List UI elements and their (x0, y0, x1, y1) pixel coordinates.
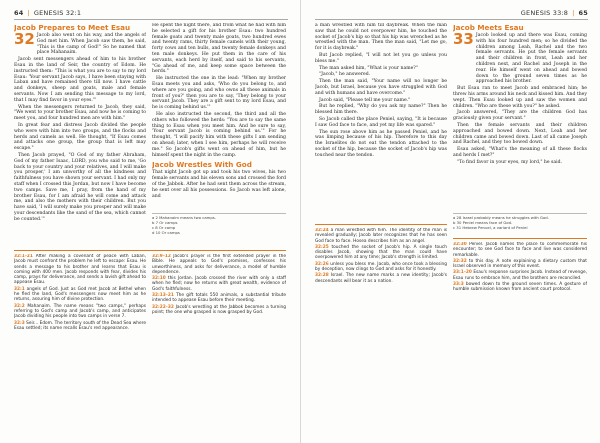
text-column-right-1 (315, 23, 447, 219)
note-text: Israel. The new name marks a new identity; Jacob's descendants will bear it as a nation. (315, 273, 447, 284)
note-text: touched the socket of Jacob's hip. A single touch disables Jacob, showing that the man could have overpowered him at any time; Jacob's strength is limited. (315, 244, 447, 261)
note-reference: 32:10 (152, 276, 166, 282)
study-note (315, 228, 447, 244)
right-page (300, 0, 600, 443)
verse-paragraph: Then the man said, "Your name will no longer be Jacob, but Israel, because you have struggled with God and with humans and have overcome." (315, 79, 447, 96)
study-note (152, 305, 286, 316)
study-note (315, 245, 447, 261)
verse-paragraph: But Esau ran to meet Jacob and embraced him; he threw his arms around his neck and kissed him. And they wept. Then Esau looked up and saw the women and children. "Who are these with you?" he asked. (453, 86, 587, 109)
footnote: c 31 Hebrew Penuel, a variant of Peniel (453, 225, 528, 230)
verse-paragraph: Jacob also went on his way, and the angels of God met him. When Jacob saw them, he said, "This is the camp of God!" So he named that place Mahanaim. (36, 33, 146, 56)
footnote: d 10 Or camps (152, 230, 180, 235)
study-note (315, 262, 447, 273)
note-text: this Jordan. Jacob crossed the river with only a staff when he fled; now he returns with great wealth, evidence of God's faithfulness. (152, 276, 286, 292)
note-reference: 32:13–21 (152, 293, 174, 299)
note-reference: 32:30 (453, 242, 467, 247)
verse-paragraph: "Jacob," he answered. (319, 72, 371, 78)
study-notes-left-2 (152, 254, 286, 437)
study-note (152, 293, 286, 304)
verse-paragraph: But he replied, "Why do you ask my name?" Then he blessed him there. (315, 104, 447, 116)
text-column-right-2 (453, 23, 587, 211)
note-reference: 32:2 (14, 303, 25, 309)
note-text: The gift totals 550 animals, a substantial tribute intended to appease Esau before their meeting. (152, 293, 286, 304)
study-note (453, 242, 587, 258)
study-note (14, 287, 146, 303)
study-note (453, 270, 587, 281)
note-text: Mahanaim. The name means "two camps," perhaps referring to God's camp and Jacob's camp, and anticipates Jacob dividing his people into two camps in verse 7. (14, 303, 146, 320)
study-notes-rule-right (315, 224, 447, 225)
note-text: a man wrestled with him. The identity of the man is revealed gradually; Jacob later recognizes that he has seen God face to face. Hosea describes him as an angel. (315, 228, 447, 244)
study-note (14, 304, 146, 320)
book-reference-right: GENESIS 33:8 (520, 9, 569, 17)
head-separator-icon: | (572, 9, 575, 17)
study-note (14, 254, 146, 286)
text-column-left-2 (152, 23, 286, 211)
note-text: Esau's response surprises Jacob. Instead of revenge, Esau runs to embrace him, and the brothers are reconciled. (453, 270, 587, 281)
note-reference: 32:1–21 (14, 254, 33, 259)
note-reference: 32:26 (315, 261, 329, 267)
header-rule-left (14, 19, 288, 20)
study-notes-rule-right-2 (453, 238, 587, 239)
verse-paragraph: He instructed the one in the lead: "When my brother Esau meets you and asks, 'Who do you belong to, and where are you going, and who owns all these animals in front of you?' then you are to say, 'They belong to your servant Jacob. They are a gift sent to my lord Esau, and he is coming behind us.'" (152, 76, 286, 111)
chapter-opening (14, 30, 146, 57)
verse-paragraph: Jacob said, "Please tell me your name." (319, 97, 411, 103)
chapter-number-33: 33 (453, 30, 474, 48)
verse-paragraph: Jacob answered, "They are the children God has graciously given your servant." (453, 110, 587, 122)
note-text: Seir... Edom. The territory south of the Dead Sea where Esau settled; its name recalls Esau's red appearance. (14, 320, 146, 331)
footnotes-left (152, 213, 286, 241)
chapter-number-32: 32 (14, 30, 35, 48)
text-column-left-1 (14, 23, 146, 243)
footnote: a 2 Mahanaim means two camps. (152, 215, 216, 220)
verse-paragraph: Then the female servants and their children approached and bowed down. Next, Leah and her children came and bowed down. Last of all came Joseph and Rachel, and they too bowed down. (453, 122, 587, 146)
study-note (315, 273, 447, 284)
verse-paragraph: But Jacob replied, "I will not let you go unless you bless me." (315, 52, 447, 64)
footnote: c 8 Or camp (152, 225, 176, 230)
verse-paragraph: Then Jacob prayed, "O God of my father Abraham, God of my father Isaac, LORD, you who said to me, 'Go back to your country and your relatives, and I will make you prosper,' I am unworthy of all the kindness and faithfulness you have shown your servant. I had only my staff when I crossed this Jordan, but now I have become two camps. Save me, I pray, from the hand of my brother Esau, for I am afraid he will come and attack me, and also the mothers with their children. But you have said, 'I will surely make you prosper and will make your descendants like the sand of the sea, which cannot be counted.'" (14, 152, 146, 222)
study-note (453, 282, 587, 293)
running-head-left (14, 8, 288, 18)
study-note (453, 259, 587, 270)
verse-paragraph: The man asked him, "What is your name?" (319, 65, 418, 71)
note-text: Jacob's wrestling at the Jabbok becomes a turning point; the one who grasped is now grasped by God. (152, 304, 286, 315)
note-reference: 32:22–32 (152, 304, 174, 310)
study-note (152, 276, 286, 292)
note-reference: 32:25 (315, 244, 329, 250)
verse-paragraph: That night Jacob got up and took his two wives, his two female servants and his eleven sons and crossed the ford of the Jabbok. After he had sent them across the stream, he sent over all his possessions. So Jacob was left alone, and (152, 170, 286, 199)
note-reference: 33:1–20 (453, 270, 472, 276)
note-text: unless you bless me. Jacob, who once took a blessing by deception, now clings to God and asks for it honestly. (315, 261, 447, 273)
note-reference: 32:3 (14, 320, 25, 326)
note-reference: 32:24 (315, 228, 329, 233)
note-text: Jacob's prayer is the first extended prayer in the Bible. He appeals to God's promises, confesses his unworthiness, and asks for deliverance, a model of humble dependence. (152, 254, 286, 275)
running-head-right (315, 8, 588, 18)
verse-paragraph: In great fear and distress Jacob divided the people who were with him into two groups, and the flocks and herds and camels as well. He thought, "If Esau comes and attacks one group, the group that is left may escape." (14, 122, 146, 152)
study-notes-left-1 (14, 254, 146, 437)
section-heading-jacob-prepares: Jacob Prepares to Meet Esau (14, 23, 131, 32)
study-notes-rule-left (14, 250, 286, 251)
verse-paragraph: So Jacob called the place Peniel, saying, "It is because I saw God face to face, and yet my life was spared." (315, 116, 447, 128)
note-reference: 32:32 (453, 258, 467, 264)
head-separator-icon: | (27, 9, 30, 17)
page-number-left: 64 (14, 9, 24, 17)
note-text: bowed down to the ground seven times. A gesture of humble submission known from ancient court protocol. (453, 282, 587, 293)
verse-paragraph: Esau asked, "What's the meaning of all these flocks and herds I met?" (453, 147, 587, 158)
verse-paragraph: When the messengers returned to Jacob, they said, "We went to your brother Esau, and now he is coming to meet you, and four hundred men are with him." (14, 104, 146, 122)
study-notes-right-2 (453, 242, 587, 437)
verse-paragraph: Jacob sent messengers ahead of him to his brother Esau in the land of Seir, the country of Edom. He instructed them: "This is what you are to say to my lord Esau: 'Your servant Jacob says, I have been staying with Laban and have remained there till now. I have cattle and donkeys, sheep and goats, male and female servants. Now I am sending this message to my lord, that I may find favor in your eyes.'" (14, 57, 146, 103)
note-text: angels of God. Just as God met Jacob at Bethel when he fled the land, God's messengers now meet him as he returns, assuring him of divine protection. (14, 286, 146, 303)
study-note (152, 254, 286, 275)
verse-paragraph: He also instructed the second, the third and all the others who followed the herds: "You are to say the same thing to Esau when you meet him. And be sure to say, 'Your servant Jacob is coming behind us.'" For he thought, "I will pacify him with these gifts I am sending on ahead; later, when I see him, perhaps he will receive me." So Jacob's gifts went on ahead of him, but he himself spent the night in the camp. (152, 111, 286, 158)
book-reference-left: GENESIS 32:1 (33, 9, 82, 17)
verse-paragraph: The sun rose above him as he passed Peniel, and he was limping because of his hip. Therefore to this day the Israelites do not eat the tendon attached to the socket of the hip, because the socket of Jacob's hip was touched near the tendon. (315, 129, 447, 158)
footnote: b 7 Or camps (152, 220, 178, 225)
verse-paragraph: He spent the night there, and from what he had with him he selected a gift for his brother Esau: two hundred female goats and twenty male goats, two hundred ewes and twenty rams, thirty female camels with their young, forty cows and ten bulls, and twenty female donkeys and ten male donkeys. He put them in the care of his servants, each herd by itself, and said to his servants, "Go ahead of me, and keep some space between the herds." (152, 23, 286, 75)
chapter-opening (453, 30, 587, 86)
note-reference: 32:9–12 (152, 254, 171, 259)
note-text: Peniel. Jacob names the place to commemorate his encounter; to see God face to face and live was considered remarkable. (453, 242, 587, 258)
footnote: b 30 Peniel means face of God. (453, 220, 513, 225)
note-text: to this day. A note explaining a dietary custom that Israel observed in memory of this event. (453, 258, 587, 270)
page-number-right: 65 (578, 9, 588, 17)
header-rule-right (315, 19, 588, 20)
verse-paragraph: Jacob looked up and there was Esau, coming with his four hundred men; so he divided the children among Leah, Rachel and the two female servants. He put the female servants and their children in front, Leah and her children next, and Rachel and Joseph in the rear. He himself went on ahead and bowed down to the ground seven times as he approached his brother. (475, 33, 587, 85)
verse-paragraph: "To find favor in your eyes, my lord," he said. (457, 159, 563, 165)
note-reference: 32:28 (315, 273, 329, 279)
footnotes-right (453, 213, 587, 237)
section-heading-jacob-wrestles: Jacob Wrestles With God (152, 160, 252, 170)
note-text: After making a covenant of peace with Laban, Jacob must confront the problem he left to escape: Esau. He sends a message to his brother and learns that Esau is coming with 400 men. Jacob responds with fear, divides his camp, prays for deliverance, and sends a lavish gift ahead to appease Esau. (14, 254, 146, 286)
verse-paragraph: a man wrestled with him till daybreak. When the man saw that he could not overpower him, he touched the socket of Jacob's hip so that his hip was wrenched as he wrestled with the man. Then the man said, "Let me go, for it is daybreak." (315, 23, 447, 52)
note-reference: 32:1 (14, 286, 25, 292)
study-note (14, 321, 146, 332)
section-heading-jacob-meets-esau: Jacob Meets Esau (453, 23, 524, 32)
footnote: a 28 Israel probably means he struggles with God. (453, 215, 549, 220)
note-reference: 33:3 (453, 282, 464, 288)
study-notes-right-1 (315, 228, 447, 437)
